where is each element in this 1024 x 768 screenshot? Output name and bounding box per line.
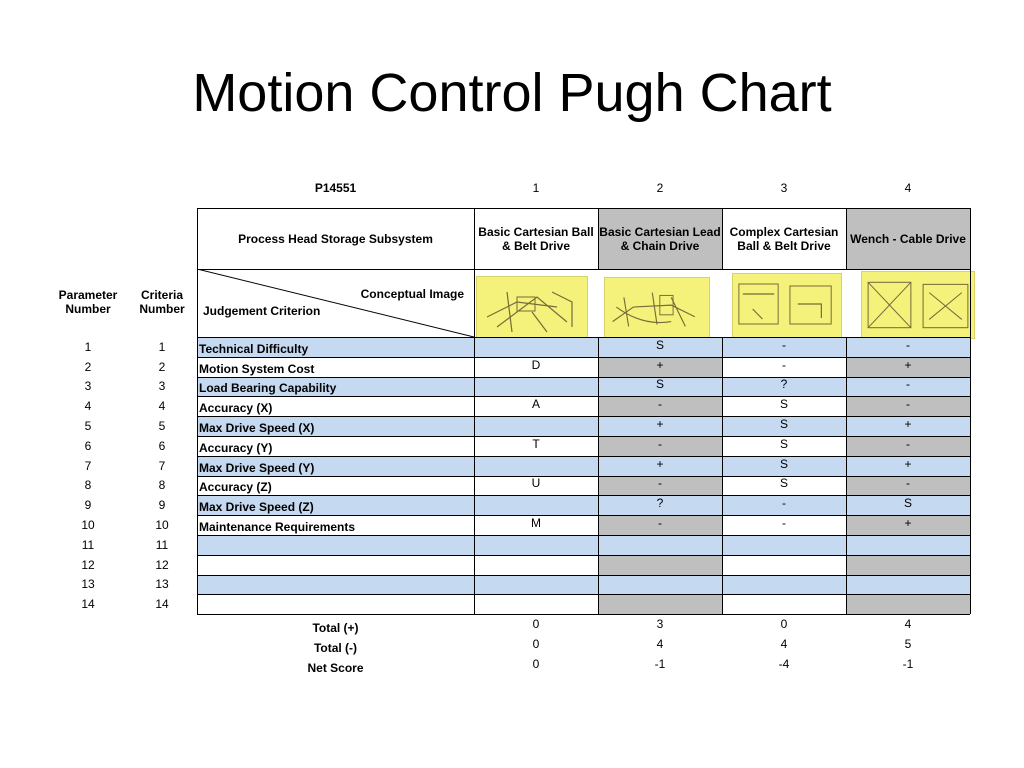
grid-line (197, 515, 970, 516)
concept-sketch-3 (733, 274, 841, 338)
table-cell-concept-3: - (782, 516, 786, 531)
grid-line (197, 614, 970, 615)
grid-line (197, 377, 970, 378)
table-cell-concept-3: - (782, 357, 786, 372)
table-cell-concept-2: - (598, 396, 722, 416)
concept-name-4: Wench - Cable Drive (846, 208, 970, 269)
slide-title: Motion Control Pugh Chart (192, 63, 832, 123)
table-row-criterion: Max Drive Speed (X) (197, 416, 474, 436)
grid-line (970, 208, 971, 614)
total-value-concept-1: 0 (532, 617, 540, 632)
table-row-param-number: 1 (84, 339, 92, 354)
table-cell-concept-2: - (598, 515, 722, 535)
table-cell-concept-4: - (846, 436, 970, 456)
table-cell-concept-2 (598, 575, 722, 595)
criteria-number-header: Criteria Number (139, 288, 185, 316)
table-cell-concept-3: - (722, 495, 846, 515)
concept-name-1: Basic Cartesian Ball & Belt Drive (478, 224, 594, 253)
table-row-param-number: 13 (81, 577, 95, 592)
grid-line (197, 436, 970, 437)
table-row-criterion (197, 594, 474, 614)
table-cell-concept-1: T (532, 436, 540, 451)
grid-line (846, 208, 847, 269)
table-row-criterion: Max Drive Speed (Z) (197, 495, 474, 515)
grid-line (722, 208, 723, 269)
table-row-param-number: 14 (81, 597, 95, 612)
grid-line (197, 357, 970, 358)
table-row-criteria-number: 7 (158, 458, 166, 473)
grid-line (474, 208, 475, 614)
table-row-criteria-number: 11 (155, 537, 169, 552)
table-cell-concept-2: S (598, 337, 722, 357)
grid-line (197, 416, 970, 417)
total-value-concept-3: 0 (780, 617, 788, 632)
table-row-criteria-number: 6 (158, 438, 166, 453)
grid-line (598, 337, 599, 614)
project-label: P14551 (314, 181, 357, 195)
table-cell-concept-4: - (846, 377, 970, 397)
table-cell-concept-4: - (846, 476, 970, 496)
concept-sketch-1 (477, 277, 587, 341)
table-cell-concept-1: M (531, 516, 541, 531)
grid-line (474, 269, 970, 270)
table-row-criterion (197, 575, 474, 595)
grid-line (197, 269, 474, 270)
table-row-param-number: 9 (84, 498, 92, 513)
table-cell-concept-2: S (598, 377, 722, 397)
table-row-criteria-number: 8 (158, 478, 166, 493)
table-cell-concept-2 (598, 594, 722, 614)
conceptual-image-label: Conceptual Image (360, 287, 464, 301)
table-cell-concept-2: - (598, 476, 722, 496)
grid-line (197, 594, 970, 595)
total-label: Total (+) (312, 621, 359, 636)
table-cell-concept-3: S (779, 397, 788, 412)
table-row-criterion: Accuracy (Z) (199, 480, 272, 495)
concept-number-3: 3 (780, 181, 788, 195)
grid-line (197, 456, 970, 457)
table-cell-concept-1 (474, 594, 598, 614)
grid-line (598, 208, 599, 269)
concept-number-2: 2 (656, 181, 664, 195)
table-cell-concept-1 (474, 555, 598, 575)
table-row-criteria-number: 4 (158, 399, 166, 414)
grid-line (197, 476, 970, 477)
table-cell-concept-1: U (531, 476, 541, 491)
table-cell-concept-3: ? (722, 377, 846, 397)
judgement-criterion-label: Judgement Criterion (203, 304, 321, 318)
table-cell-concept-4: + (846, 456, 970, 476)
table-cell-concept-3: S (722, 456, 846, 476)
table-row-criterion (197, 535, 474, 555)
table-cell-concept-2: + (598, 456, 722, 476)
table-row-criteria-number: 1 (158, 339, 166, 354)
table-cell-concept-1 (474, 535, 598, 555)
table-row-criteria-number: 12 (155, 557, 169, 572)
table-cell-concept-1 (474, 495, 598, 515)
table-cell-concept-1 (474, 337, 598, 357)
table-row-param-number: 2 (84, 359, 92, 374)
table-cell-concept-1: D (531, 357, 541, 372)
subsystem-label: Process Head Storage Subsystem (238, 231, 433, 246)
total-value-concept-4: 4 (904, 617, 912, 632)
grid-line (722, 337, 723, 614)
table-row-param-number: 6 (84, 438, 92, 453)
table-cell-concept-4: + (846, 357, 970, 377)
table-cell-concept-1 (474, 416, 598, 436)
total-value-concept-4: 5 (904, 637, 912, 652)
grid-line (197, 396, 970, 397)
grid-line (197, 575, 970, 576)
table-cell-concept-3 (722, 535, 846, 555)
grid-line (197, 495, 970, 496)
total-value-concept-2: 3 (656, 617, 664, 632)
total-label: Net Score (307, 661, 364, 676)
table-cell-concept-3: - (722, 337, 846, 357)
grid-line (197, 535, 970, 536)
table-row-param-number: 7 (84, 458, 92, 473)
table-cell-concept-3 (722, 594, 846, 614)
table-cell-concept-2: - (598, 436, 722, 456)
table-cell-concept-3: S (722, 416, 846, 436)
table-row-param-number: 4 (84, 399, 92, 414)
table-cell-concept-1 (474, 575, 598, 595)
table-row-criterion: Accuracy (X) (199, 401, 273, 416)
concept-sketch-2 (605, 278, 709, 340)
table-row-criteria-number: 5 (158, 419, 166, 434)
table-cell-concept-4 (846, 535, 970, 555)
total-value-concept-1: 0 (532, 637, 540, 652)
table-row-param-number: 5 (84, 419, 92, 434)
table-cell-concept-3 (722, 555, 846, 575)
parameter-number-header: Parameter Number (58, 288, 118, 316)
grid-line (197, 208, 970, 209)
table-row-criteria-number: 2 (158, 359, 166, 374)
total-value-concept-4: -1 (902, 657, 914, 672)
total-value-concept-3: -4 (778, 657, 790, 672)
table-row-param-number: 12 (81, 557, 95, 572)
total-value-concept-1: 0 (532, 657, 540, 672)
table-cell-concept-4: + (846, 515, 970, 535)
table-row-param-number: 10 (81, 518, 95, 533)
table-cell-concept-2 (598, 555, 722, 575)
concept-number-1: 1 (532, 181, 540, 195)
concept-name-2: Basic Cartesian Lead & Chain Drive (598, 208, 722, 269)
table-row-criterion: Motion System Cost (199, 361, 315, 376)
table-row-criterion (197, 555, 474, 575)
table-row-criterion: Technical Difficulty (197, 337, 474, 357)
table-cell-concept-2: + (598, 357, 722, 377)
grid-line (197, 208, 198, 614)
table-cell-concept-4 (846, 594, 970, 614)
table-cell-concept-4 (846, 555, 970, 575)
table-cell-concept-4 (846, 575, 970, 595)
concept-number-4: 4 (904, 181, 912, 195)
table-row-criterion: Max Drive Speed (Y) (197, 456, 474, 476)
grid-line (197, 555, 970, 556)
table-row-param-number: 8 (84, 478, 92, 493)
table-cell-concept-4: - (846, 396, 970, 416)
total-value-concept-3: 4 (780, 637, 788, 652)
table-cell-concept-3: S (779, 476, 788, 491)
table-cell-concept-1 (474, 456, 598, 476)
concept-name-3: Complex Cartesian Ball & Belt Drive (729, 224, 839, 253)
grid-line (197, 337, 970, 338)
table-row-param-number: 3 (84, 379, 92, 394)
table-row-criteria-number: 13 (155, 577, 169, 592)
table-row-criteria-number: 9 (158, 498, 166, 513)
table-row-criterion: Load Bearing Capability (197, 377, 474, 397)
concept-sketch-4 (862, 272, 974, 338)
table-cell-concept-4: - (846, 337, 970, 357)
table-cell-concept-2 (598, 535, 722, 555)
table-cell-concept-4: S (846, 495, 970, 515)
table-cell-concept-4: + (846, 416, 970, 436)
grid-line (846, 337, 847, 614)
diagonal-divider (197, 269, 474, 337)
table-cell-concept-2: ? (598, 495, 722, 515)
table-cell-concept-3: S (779, 436, 788, 451)
table-cell-concept-3 (722, 575, 846, 595)
table-row-param-number: 11 (81, 537, 95, 552)
total-label: Total (-) (313, 641, 358, 656)
table-cell-concept-1: A (531, 397, 540, 412)
table-cell-concept-2: + (598, 416, 722, 436)
total-value-concept-2: 4 (656, 637, 664, 652)
table-row-criterion: Maintenance Requirements (199, 520, 356, 535)
table-row-criteria-number: 3 (158, 379, 166, 394)
total-value-concept-2: -1 (654, 657, 666, 672)
table-row-criteria-number: 10 (155, 518, 169, 533)
table-cell-concept-1 (474, 377, 598, 397)
table-row-criterion: Accuracy (Y) (199, 440, 273, 455)
table-row-criteria-number: 14 (155, 597, 169, 612)
